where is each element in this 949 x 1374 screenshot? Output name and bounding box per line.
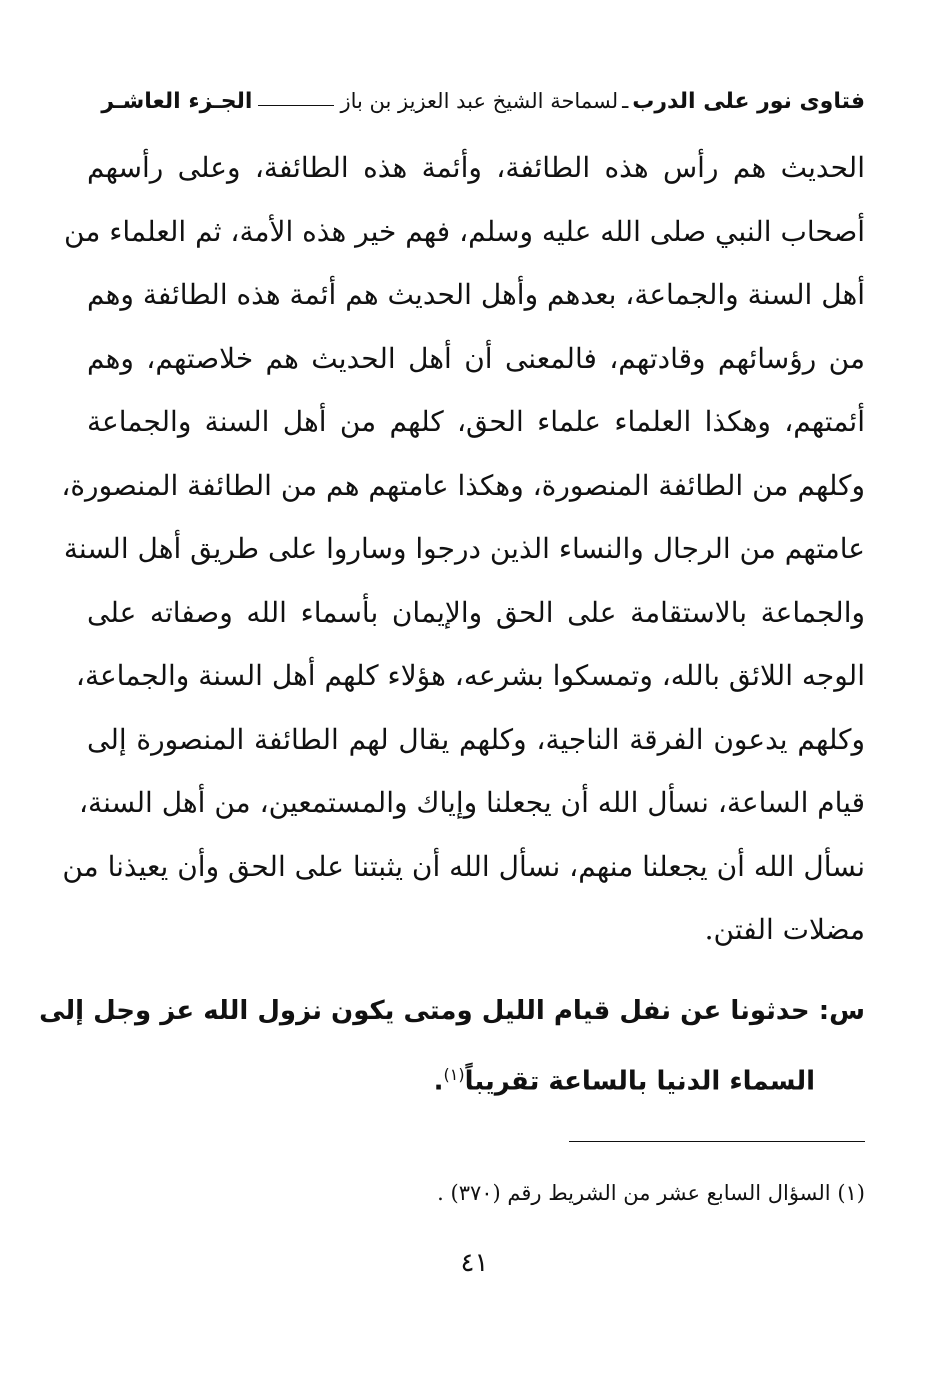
header-book-title: فتاوى نور على الدرب	[632, 88, 865, 114]
body-line: مضلات الفتن.	[704, 913, 865, 946]
footnote: (١) السؤال السابع عشر من الشريط رقم (٣٧٠) .	[437, 1181, 865, 1205]
question-line-2-text: السماء الدنيا بالساعة تقريباً	[464, 1066, 815, 1097]
body-line: وكلهم يدعون الفرقة الناجية، وكلهم يقال لهم الطائفة المنصورة إلى	[87, 722, 865, 756]
question-line-2	[87, 1043, 865, 1106]
body-line: قيام الساعة، نسأل الله أن يجعلنا وإياك والمستمعين، من أهل السنة،	[79, 786, 865, 819]
body-line: أهل السنة والجماعة، بعدهم وأهل الحديث هم أئمة هذه الطائفة وهم	[87, 278, 865, 311]
body-line: وكلهم من الطائفة المنصورة، وهكذا عامتهم هم من الطائفة المنصورة،	[61, 468, 865, 502]
body-line: أئمتهم، وهكذا العلماء علماء الحق، كلهم من أهل السنة والجماعة	[87, 405, 865, 438]
body-line: والجماعة بالاستقامة على الحق والإيمان بأسماء الله وصفاته على	[87, 595, 865, 629]
running-header	[85, 84, 865, 118]
footnote-marker: (١)	[443, 1065, 465, 1084]
question-end-punct: .	[433, 1066, 444, 1097]
footnote-divider	[569, 1141, 865, 1142]
body-line: الحديث هم رأس هذه الطائفة، وأئمة هذه الطائفة، وعلى رأسهم	[87, 151, 865, 184]
question-block	[39, 980, 865, 1106]
header-separator: ـ	[622, 89, 629, 113]
question-line-1: س: حدثونا عن نفل قيام الليل ومتى يكون نزول الله عز وجل إلى	[39, 996, 865, 1026]
header-rule	[258, 105, 334, 106]
body-line: من رؤسائهم وقادتهم، فالمعنى أن أهل الحديث هم خلاصتهم، وهم	[87, 341, 865, 375]
body-line: أصحاب النبي صلى الله عليه وسلم، فهم خير هذه الأمة، ثم العلماء من	[64, 214, 865, 248]
body-text	[61, 136, 865, 962]
body-line: عامتهم من الرجال والنساء الذين درجوا وساروا على طريق أهل السنة	[63, 532, 865, 565]
page-number: ٤١	[460, 1248, 489, 1278]
header-author: لسماحة الشيخ عبد العزيز بن باز	[340, 89, 619, 113]
body-line: نسأل الله أن يجعلنا منهم، نسأل الله أن يثبتنا على الحق وأن يعيذنا من	[62, 849, 865, 883]
header-volume: الجـزء العاشـر	[101, 88, 253, 114]
body-line: الوجه اللائق بالله، وتمسكوا بشرعه، هؤلاء كلهم أهل السنة والجماعة،	[75, 659, 865, 692]
